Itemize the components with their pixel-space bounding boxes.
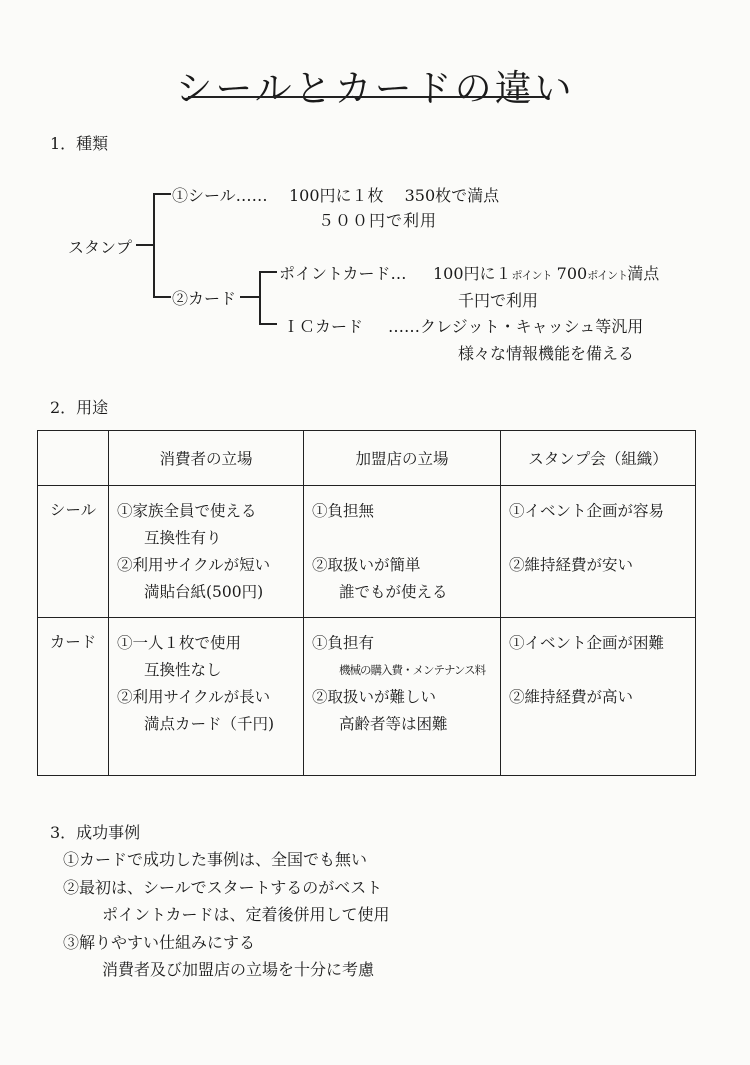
seal-consumer-cell: ①家族全員で使える 互換性有り ②利用サイクルが短い 満貼台紙(500円) — [109, 486, 304, 618]
ic-card-detail-1: ……クレジット・キャッシュ等汎用 — [388, 317, 644, 336]
tree-root-stamp: スタンプ — [68, 238, 133, 257]
table-row — [38, 486, 696, 618]
table-row — [38, 618, 696, 776]
seal-detail-2: ５００円で利用 — [318, 211, 438, 230]
tree-connector — [153, 296, 171, 298]
tree-connector — [259, 271, 261, 324]
card-store-cell: ①負担有 機械の購入費・メンテナンス料 ②取扱いが難しい 高齢者等は困難 — [304, 618, 501, 776]
tree-item-seal: ①シール…… — [172, 186, 268, 205]
tree-connector — [259, 323, 277, 325]
success-item-2-sub: ポイントカードは、定着後併用して使用 — [102, 905, 390, 924]
seal-store-cell: ①負担無 ②取扱いが簡単 誰でもが使える — [304, 486, 501, 618]
tree-item-ic-card: ＩＣカード — [283, 317, 364, 336]
tree-connector — [153, 193, 171, 195]
table-header-consumer: 消費者の立場 — [109, 431, 304, 486]
tree-item-card: ②カード — [172, 289, 237, 308]
section3-heading: 3．成功事例 — [50, 823, 141, 842]
tree-connector — [240, 296, 260, 298]
tree-connector — [153, 193, 155, 297]
title-underline — [188, 96, 544, 98]
success-item-3: ③解りやすい仕組みにする — [63, 933, 256, 952]
section2-heading: 2．用途 — [50, 398, 109, 417]
point-card-detail-1: 100円に１ポイント 700ポイント満点 — [433, 264, 660, 283]
seal-organization-cell: ①イベント企画が容易 ②維持経費が安い — [501, 486, 696, 618]
card-organization-cell: ①イベント企画が困難 ②維持経費が高い — [501, 618, 696, 776]
success-item-1: ①カードで成功した事例は、全国でも無い — [63, 850, 368, 869]
comparison-table — [37, 430, 696, 776]
row-label-card: カード — [38, 618, 109, 776]
section1-heading: 1．種類 — [50, 134, 109, 153]
success-item-2: ②最初は、シールでスタートするのがベスト — [63, 878, 383, 897]
ic-card-detail-2: 様々な情報機能を備える — [458, 344, 635, 363]
page-title: シールとカードの違い — [175, 67, 575, 110]
seal-detail-1: 100円に１枚 350枚で満点 — [289, 186, 500, 205]
card-consumer-cell: ①一人１枚で使用 互換性なし ②利用サイクルが長い 満点カード（千円) — [109, 618, 304, 776]
table-header-store: 加盟店の立場 — [304, 431, 501, 486]
tree-connector — [136, 244, 154, 246]
tree-item-point-card: ポイントカード… — [279, 264, 407, 283]
tree-connector — [259, 271, 277, 273]
row-label-seal: シール — [38, 486, 109, 618]
success-item-3-sub: 消費者及び加盟店の立場を十分に考慮 — [102, 960, 375, 979]
point-card-detail-2: 千円で利用 — [458, 291, 539, 310]
table-header-cell — [38, 431, 109, 486]
table-header-row — [38, 431, 696, 486]
table-header-organization: スタンプ会（組織） — [501, 431, 696, 486]
